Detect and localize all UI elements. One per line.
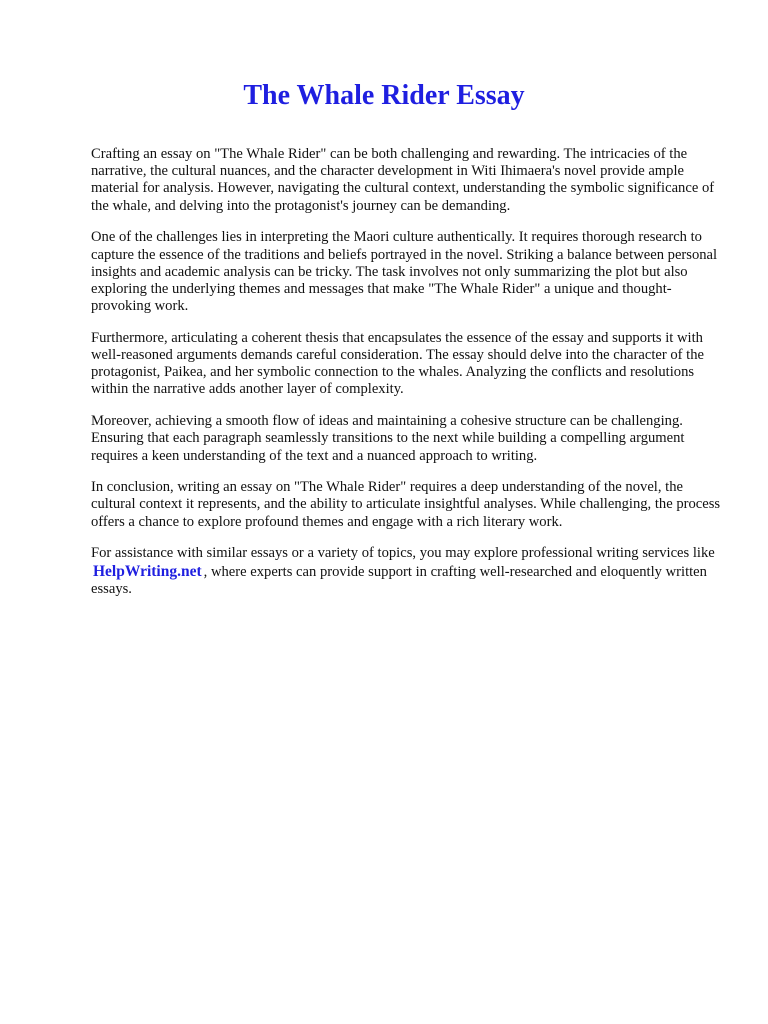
- paragraph-intro: Crafting an essay on "The Whale Rider" can be both challenging and rewarding. The intricacies of the narrative, the cultural nuances, and the character development in Witi Ihimaera's novel provide ample material for analysis. However, navigating the cultural context, understanding the symbolic significance of the whale, and delving into the protagonist's journey can be demanding.: [91, 146, 715, 214]
- paragraph-structure: Moreover, achieving a smooth flow of ideas and maintaining a cohesive structure can be challenging. Ensuring that each paragraph seamlessly transitions to the next while building a compelling argument requires a keen understanding of the text and a nuanced approach to writing.: [91, 413, 685, 464]
- closing-text-after-link: , where experts can provide support in crafting well-researched and eloquently written essays.: [91, 563, 707, 597]
- paragraph-conclusion: In conclusion, writing an essay on "The Whale Rider" requires a deep understanding of the novel, the cultural context it represents, and the ability to articulate insightful analyses. While challenging, the process offers a chance to explore profound themes and engage with a rich literary work.: [91, 479, 721, 530]
- paragraph-thesis: Furthermore, articulating a coherent thesis that encapsulates the essence of the essay and supports it with well-reasoned arguments demands careful consideration. The essay should delve into the character of the protagonist, Paikea, and her symbolic connection to the whales. Analyzing the conflicts and resolutions within the narrative adds another layer of complexity.: [91, 329, 704, 398]
- paragraph-closing: [91, 545, 731, 598]
- closing-text-before-link: For assistance with similar essays or a variety of topics, you may explore professional writing services like: [91, 545, 715, 562]
- paragraph-challenges: One of the challenges lies in interpreting the Maori culture authentically. It requires thorough research to capture the essence of the traditions and beliefs portrayed in the novel. Striking a balance between personal insights and academic analysis can be tricky. The task involves not only summarizing the plot but also exploring the underlying themes and messages that make "The Whale Rider" a unique and thought-provoking work.: [91, 229, 718, 315]
- page-title: The Whale Rider Essay: [243, 80, 525, 111]
- helpwriting-link[interactable]: HelpWriting.net: [93, 562, 202, 580]
- essay-body: [91, 146, 731, 612]
